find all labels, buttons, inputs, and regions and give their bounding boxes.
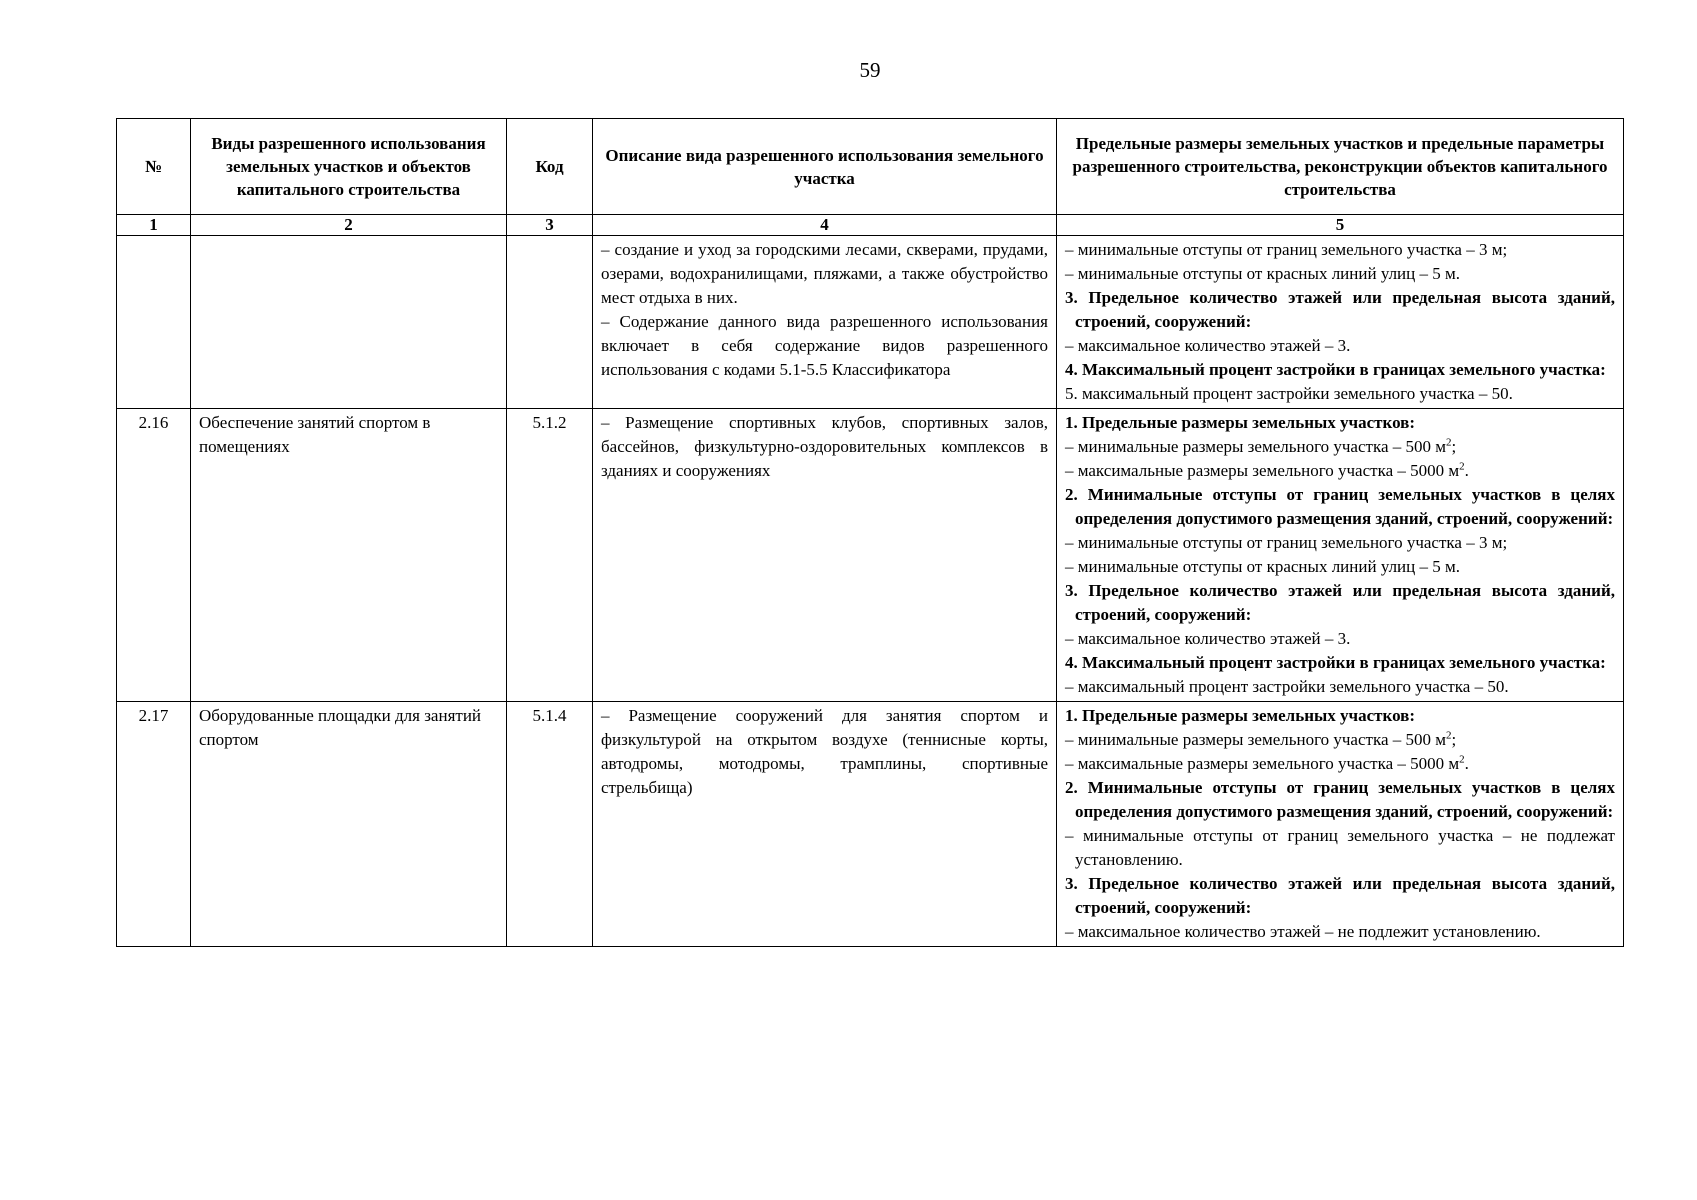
parameter-punctuation: . [1464, 754, 1469, 773]
page-number: 59 [859, 58, 881, 82]
description-paragraph: – Содержание данного вида разрешенного использования включает в себя содержание видов разрешенного использования с кодами 5.1-5.5 Классификатора [601, 312, 1048, 379]
parameter-text: – максимальное количество этажей – не подлежит установлению. [1065, 922, 1541, 941]
parameter-heading [1065, 483, 1615, 531]
parameter-text: 4. Максимальный процент застройки в границах земельного участка: [1065, 653, 1606, 672]
table-header-row [117, 119, 1624, 215]
parameter-text: 5. максимальный процент застройки земельного участка – 50. [1065, 384, 1513, 403]
column-number-row [117, 215, 1624, 236]
parameter-item [1065, 675, 1615, 699]
parameter-heading [1065, 651, 1615, 675]
row-number [117, 236, 191, 409]
parameter-heading [1065, 872, 1615, 920]
parameter-text: – минимальные отступы от границ земельного участка – 3 м; [1065, 533, 1508, 552]
classifier-code: 5.1.4 [507, 702, 593, 947]
parameter-item [1065, 752, 1615, 776]
classifier-code [507, 236, 593, 409]
column-number: 2 [191, 215, 507, 236]
use-description [593, 702, 1057, 947]
parameter-item [1065, 531, 1615, 555]
use-type-name: Оборудованные площадки для занятий спортом [191, 702, 507, 947]
parameters-cell [1057, 236, 1624, 409]
parameter-heading [1065, 776, 1615, 824]
description-paragraph: – Размещение спортивных клубов, спортивных залов, бассейнов, физкультурно-оздоровительных комплексов в зданиях и сооружениях [601, 413, 1048, 480]
use-type-name [191, 236, 507, 409]
parameter-item [1065, 262, 1615, 286]
parameter-text: 1. Предельные размеры земельных участков: [1065, 706, 1416, 725]
description-paragraph: – Размещение сооружений для занятия спортом и физкультурой на открытом воздухе (теннисные корты, автодромы, мотодромы, трамплины, спортивные стрельбища) [601, 706, 1048, 797]
header-use-type: Виды разрешенного использования земельных участков и объектов капитального строительства [191, 119, 507, 215]
parameter-heading [1065, 411, 1615, 435]
parameter-item [1065, 824, 1615, 872]
parameter-item [1065, 627, 1615, 651]
parameter-text: – минимальные отступы от границ земельного участка – 3 м; [1065, 240, 1508, 259]
unit-superscript: 2 [1446, 729, 1452, 742]
parameter-text: – максимальные размеры земельного участка – 5000 м [1065, 754, 1460, 773]
header-parameters: Предельные размеры земельных участков и предельные параметры разрешенного строительства, реконструкции объектов капитального строительства [1057, 119, 1624, 215]
description-paragraph: – создание и уход за городскими лесами, скверами, прудами, озерами, водохранилищами, пляжами, а также обустройство мест отдыха в них. [601, 240, 1048, 307]
parameter-text: 3. Предельное количество этажей или предельная высота зданий, строений, сооружений: [1065, 581, 1615, 624]
unit-superscript: 2 [1446, 436, 1452, 449]
table-row [117, 236, 1624, 409]
parameter-heading [1065, 358, 1615, 382]
column-number: 5 [1057, 215, 1624, 236]
parameter-item [1065, 238, 1615, 262]
parameter-item [1065, 459, 1615, 483]
parameter-heading [1065, 579, 1615, 627]
header-code: Код [507, 119, 593, 215]
parameter-heading [1065, 286, 1615, 334]
parameter-heading [1065, 704, 1615, 728]
parameter-item [1065, 334, 1615, 358]
classifier-code: 5.1.2 [507, 409, 593, 702]
parameter-text: 1. Предельные размеры земельных участков: [1065, 413, 1416, 432]
parameter-punctuation: ; [1451, 437, 1457, 456]
parameter-text: – минимальные размеры земельного участка – 500 м [1065, 730, 1447, 749]
parameter-text: – минимальные отступы от границ земельного участка – не подлежат установлению. [1065, 826, 1615, 869]
parameter-punctuation: ; [1451, 730, 1457, 749]
parameter-text: 3. Предельное количество этажей или предельная высота зданий, строений, сооружений: [1065, 288, 1615, 331]
column-number: 3 [507, 215, 593, 236]
parameter-item [1065, 920, 1615, 944]
parameter-punctuation: . [1464, 461, 1469, 480]
unit-superscript: 2 [1459, 460, 1465, 473]
use-description [593, 236, 1057, 409]
parameter-text: 2. Минимальные отступы от границ земельных участков в целях определения допустимого размещения зданий, строений, сооружений: [1065, 778, 1615, 821]
parameter-text: 2. Минимальные отступы от границ земельных участков в целях определения допустимого размещения зданий, строений, сооружений: [1065, 485, 1615, 528]
header-description: Описание вида разрешенного использования земельного участка [593, 119, 1057, 215]
column-number: 1 [117, 215, 191, 236]
parameter-text: – минимальные отступы от красных линий улиц – 5 м. [1065, 557, 1461, 576]
parameter-text: 4. Максимальный процент застройки в границах земельного участка: [1065, 360, 1606, 379]
parameter-text: – минимальные размеры земельного участка – 500 м [1065, 437, 1447, 456]
parameter-item [1065, 555, 1615, 579]
parameter-text: – максимальные размеры земельного участка – 5000 м [1065, 461, 1460, 480]
parameter-text: – максимальное количество этажей – 3. [1065, 336, 1351, 355]
parameter-item [1065, 435, 1615, 459]
parameter-item [1065, 382, 1615, 406]
parameters-cell [1057, 409, 1624, 702]
row-number: 2.16 [117, 409, 191, 702]
parameters-cell [1057, 702, 1624, 947]
unit-superscript: 2 [1459, 753, 1465, 766]
use-description [593, 409, 1057, 702]
use-type-name: Обеспечение занятий спортом в помещениях [191, 409, 507, 702]
header-number: № [117, 119, 191, 215]
column-number: 4 [593, 215, 1057, 236]
table-row [117, 409, 1624, 702]
parameter-item [1065, 728, 1615, 752]
parameter-text: – минимальные отступы от красных линий улиц – 5 м. [1065, 264, 1461, 283]
row-number: 2.17 [117, 702, 191, 947]
parameter-text: – максимальный процент застройки земельного участка – 50. [1065, 677, 1509, 696]
table-row [117, 702, 1624, 947]
land-use-table [116, 118, 1624, 947]
parameter-text: 3. Предельное количество этажей или предельная высота зданий, строений, сооружений: [1065, 874, 1615, 917]
parameter-text: – максимальное количество этажей – 3. [1065, 629, 1351, 648]
